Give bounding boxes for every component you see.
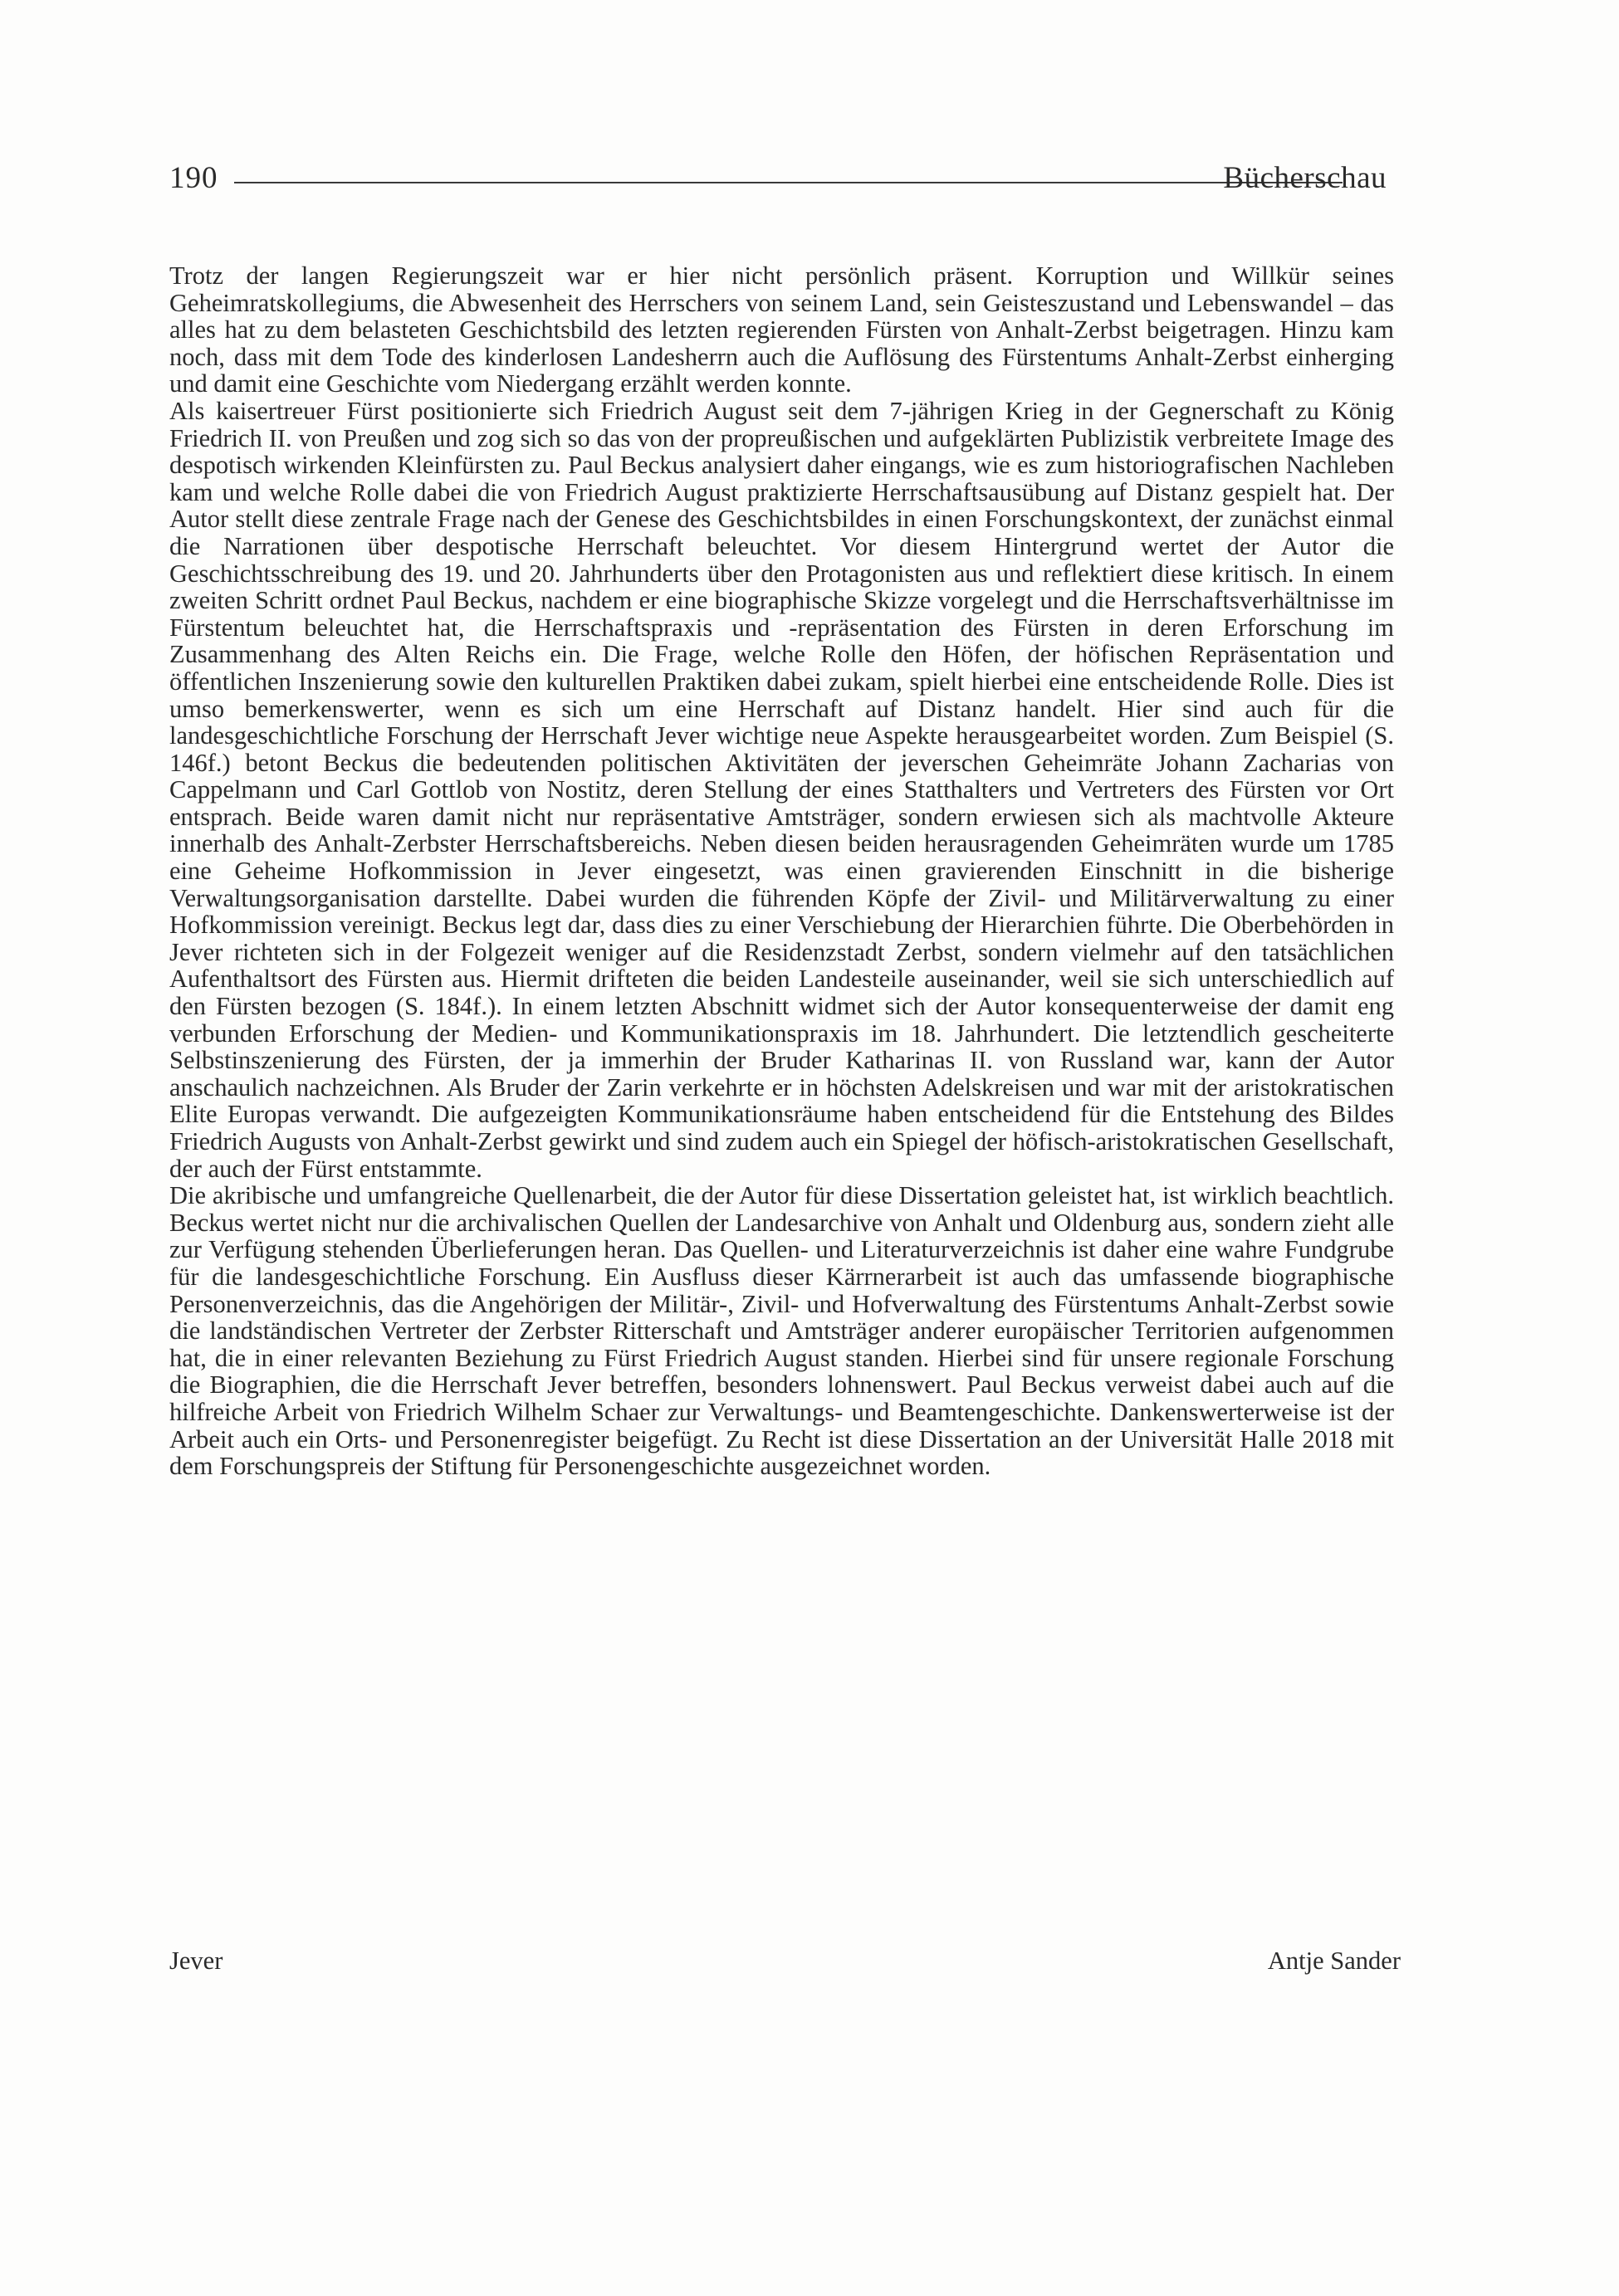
signature-place: Jever xyxy=(169,1947,223,1975)
section-title: Bücherschau xyxy=(1223,161,1387,195)
page-number: 190 xyxy=(169,161,218,195)
paragraph: Die akribische und umfangreiche Quellenarbeit, die der Autor für diese Dissertation geleistet hat, ist wirklich beachtlich. Beckus wertet nicht nur die archivalischen Quellen der Landesarchive von Anhalt und Oldenburg aus, sondern zieht alle zur Verfügung stehenden Überlieferungen heran. Das Quellen- und Literaturverzeichnis ist daher eine wahre Fundgrube für die landesgeschichtliche Forschung. Ein Ausfluss dieser Kärrnerarbeit ist auch das umfassende biographische Personenverzeichnis, das die Angehörigen der Militär-, Zivil- und Hofverwaltung des Fürstentums Anhalt-Zerbst sowie die landständischen Vertreter der Zerbster Ritterschaft und Amtsträger anderer europäischer Territorien aufgenommen hat, die in einer relevanten Beziehung zu Fürst Friedrich August standen. Hierbei sind für unsere regionale Forschung die Biographien, die die Herrschaft Jever betreffen, besonders lohnenswert. Paul Beckus verweist dabei auch auf die hilfreiche Arbeit von Friedrich Wilhelm Schaer zur Verwaltungs- und Beamtengeschichte. Dankenswerterweise ist der Arbeit auch ein Orts- und Personenregister beigefügt. Zu Recht ist diese Dissertation an der Universität Halle 2018 mit dem Forschungspreis der Stiftung für Personengeschichte ausgezeichnet worden. xyxy=(169,1181,1394,1481)
running-header xyxy=(169,158,1387,199)
paragraph: Trotz der langen Regierungszeit war er hier nicht persönlich präsent. Korruption und Willkür seines Geheimratskollegiums, die Abwesenheit des Herrschers von seinem Land, sein Geisteszustand und Lebenswandel – das alles hat zu dem belasteten Geschichtsbild des letzten regierenden Fürsten von Anhalt-Zerbst beigetragen. Hinzu kam noch, dass mit dem Tode des kinderlosen Landesherrn auch die Auflösung des Fürstentums Anhalt-Zerbst einherging und damit eine Geschichte vom Niedergang erzählt werden konnte. xyxy=(169,261,1394,398)
header-rule xyxy=(234,182,1343,183)
paragraph: Als kaisertreuer Fürst positionierte sich Friedrich August seit dem 7-jährigen Krieg in der Gegnerschaft zu König Friedrich II. von Preußen und zog sich so das von der propreußischen und aufgeklärten Publizistik verbreitete Image des despotisch wirkenden Kleinfürsten zu. Paul Beckus analysiert daher eingangs, wie es zum historiografischen Nachleben kam und welche Rolle dabei die von Friedrich August praktizierte Herrschaftsausübung auf Distanz gespielt hat. Der Autor stellt diese zentrale Frage nach der Genese des Geschichtsbildes in einen Forschungskontext, der zunächst einmal die Narrationen über despotische Herrschaft beleuchtet. Vor diesem Hintergrund wertet der Autor die Geschichtsschreibung des 19. und 20. Jahrhunderts über den Protagonisten aus und reflektiert diese kritisch. In einem zweiten Schritt ordnet Paul Beckus, nachdem er eine biographische Skizze vorgelegt und die Herrschaftsverhältnisse im Fürstentum beleuchtet hat, die Herrschaftspraxis und -repräsentation des Fürsten in deren Erforschung im Zusammenhang des Alten Reichs ein. Die Frage, welche Rolle den Höfen, der höfischen Repräsentation und öffentlichen Inszenierung sowie den kulturellen Praktiken dabei zukam, spielt hierbei eine entscheidende Rolle. Dies ist umso bemerkenswerter, wenn es sich um eine Herrschaft auf Distanz handelt. Hier sind auch für die landesgeschichtliche Forschung der Herrschaft Jever wichtige neue Aspekte herausgearbeitet worden. Zum Beispiel (S. 146f.) betont Beckus die bedeutenden politischen Aktivitäten der jeverschen Geheimräte Johann Zacharias von Cappelmann und Carl Gottlob von Nostitz, deren Stellung der eines Statthalters und Vertreters des Fürsten vor Ort entsprach. Beide waren damit nicht nur repräsentative Amtsträger, sondern erwiesen sich als machtvolle Akteure innerhalb des Anhalt-Zerbster Herrschaftsbereichs. Neben diesen beiden herausragenden Geheimräten wurde um 1785 eine Geheime Hofkommission in Jever eingesetzt, was einen gravierenden Einschnitt in die bisherige Verwaltungsorganisation darstellte. Dabei wurden die führenden Köpfe der Zivil- und Militärverwaltung zu einer Hofkommission vereinigt. Beckus legt dar, dass dies zu einer Verschiebung der Hierarchien führte. Die Oberbehörden in Jever richteten sich in der Folgezeit weniger auf die Residenzstadt Zerbst, sondern vielmehr auf den tatsächlichen Aufenthaltsort des Fürsten aus. Hiermit drifteten die beiden Landesteile auseinander, weil sie sich unterschiedlich auf den Fürsten bezogen (S. 184f.). In einem letzten Abschnitt widmet sich der Autor konsequenterweise der damit eng verbunden Erforschung der Medien- und Kommunikationspraxis im 18. Jahrhundert. Die letztendlich gescheiterte Selbstinszenierung des Fürsten, der ja immerhin der Bruder Katharinas II. von Russland war, kann der Autor anschaulich nachzeichnen. Als Bruder der Zarin verkehrte er in höchsten Adelskreisen und war mit der aristokratischen Elite Europas verwandt. Die aufgezeigten Kommunikationsräume haben entscheidend für die Entstehung des Bildes Friedrich Augusts von Anhalt-Zerbst gewirkt und sind zudem auch ein Spiegel der höfisch-aristokratischen Gesellschaft, der auch der Fürst entstammte. xyxy=(169,396,1394,1183)
review-body xyxy=(169,262,1394,1480)
signature-author: Antje Sander xyxy=(1267,1947,1401,1975)
signature-line xyxy=(169,1946,1401,1979)
